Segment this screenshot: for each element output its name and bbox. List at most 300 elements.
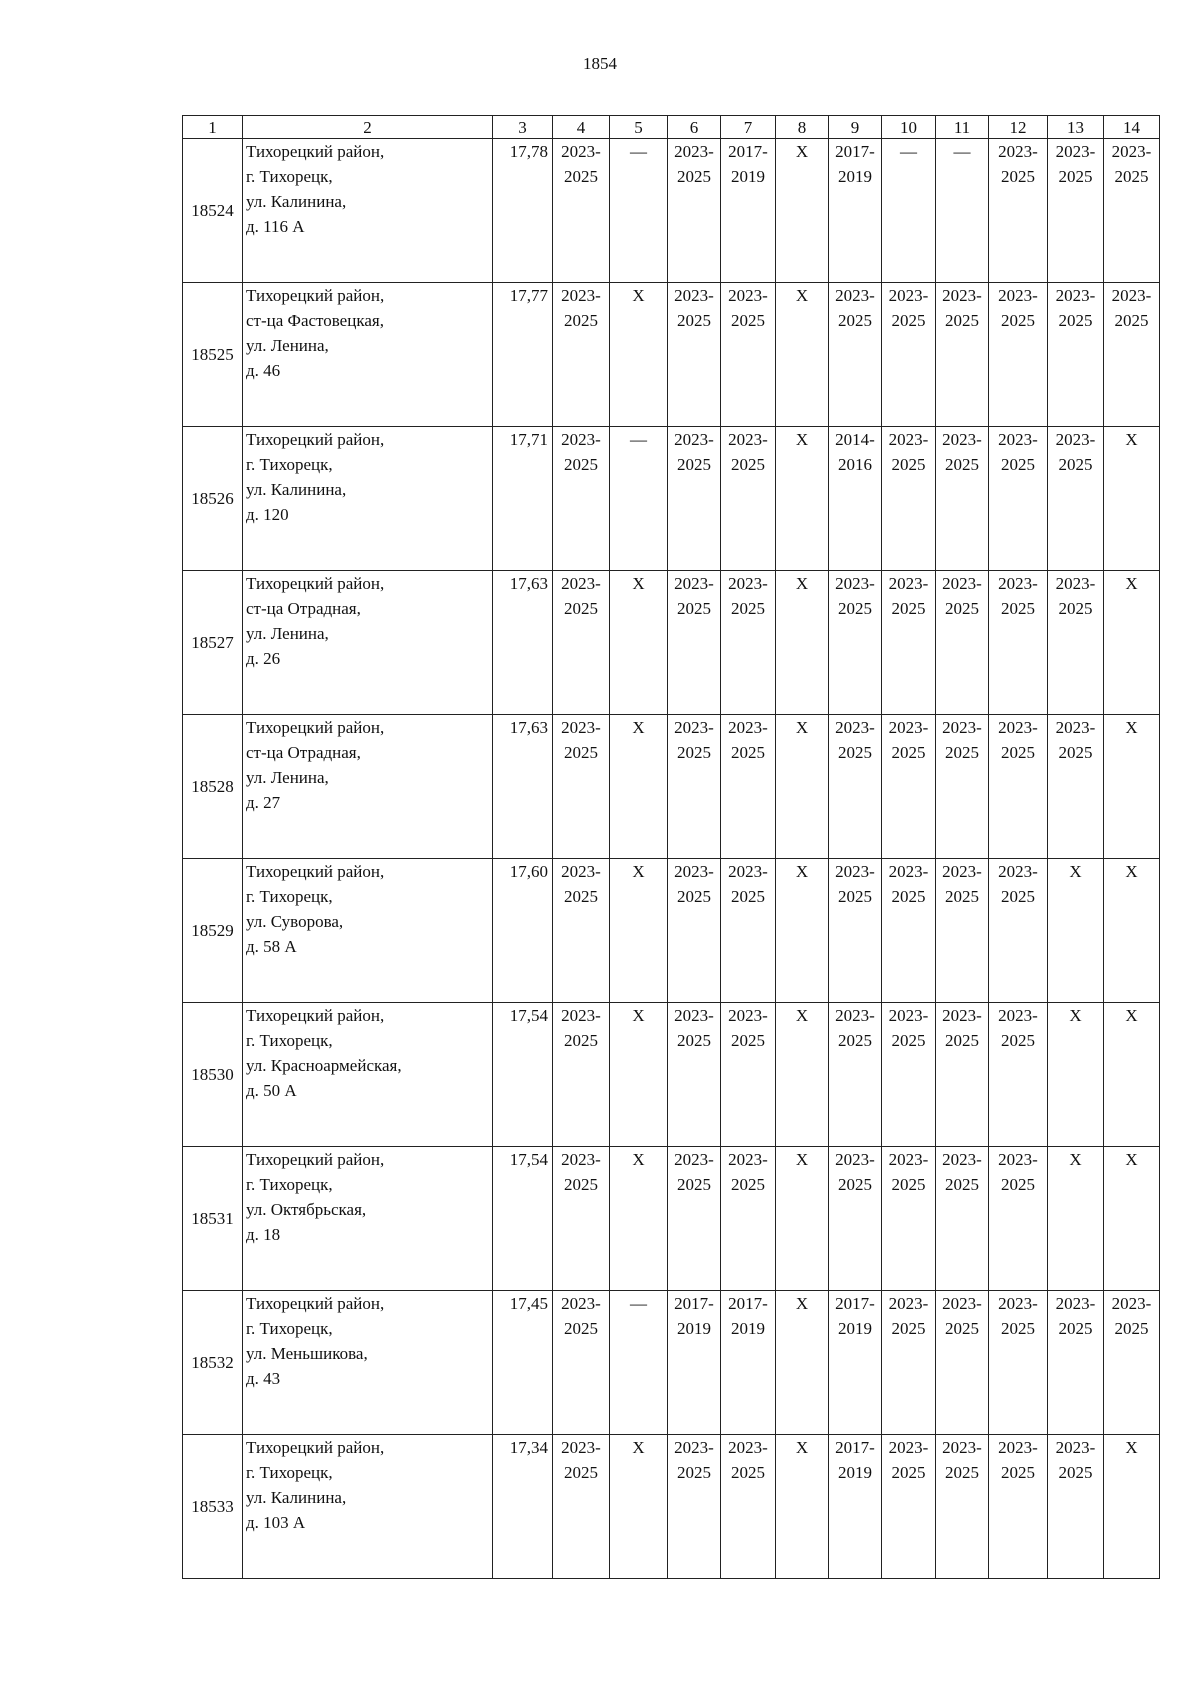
period-text: 2025 [838, 887, 872, 906]
period-text: 2025 [1058, 167, 1093, 186]
period-text: 2023- [1055, 142, 1096, 161]
column-header-2: 2 [243, 116, 493, 139]
period-text: 2025 [945, 1175, 979, 1194]
period-cell-col-8 [776, 1291, 829, 1435]
period-cell-col-13 [1048, 571, 1104, 715]
period-cell-col-4 [553, 1147, 610, 1291]
period-cell-col-10 [882, 1003, 936, 1147]
period-text: 2023- [888, 430, 929, 449]
period-text: 2025 [677, 887, 711, 906]
period-text: 2025 [731, 743, 765, 762]
period-cell-col-6 [668, 139, 721, 283]
period-text: 2023- [561, 1438, 601, 1457]
address-cell [243, 283, 493, 427]
period-text: 2025 [891, 1463, 926, 1482]
period-text: 2023- [888, 286, 929, 305]
address-cell [243, 1147, 493, 1291]
address-cell [243, 139, 493, 283]
period-text: 2017- [835, 142, 875, 161]
period-text: 2023- [835, 1006, 875, 1025]
period-text: — [953, 142, 971, 161]
period-cell-col-9 [829, 1147, 882, 1291]
address-line: Тихорецкий район, [246, 1294, 385, 1313]
period-text: 2025 [1058, 1463, 1093, 1482]
address-line: д. 26 [246, 649, 281, 668]
period-text: 2014- [835, 430, 875, 449]
period-cell-col-9 [829, 1435, 882, 1579]
period-cell-col-10 [882, 715, 936, 859]
column-header-12: 12 [989, 116, 1048, 139]
period-cell-col-11 [936, 1003, 989, 1147]
period-cell-col-9 [829, 139, 882, 283]
period-text: Х [632, 718, 645, 737]
period-text: 2025 [731, 599, 765, 618]
address-line: ул. Ленина, [246, 624, 329, 643]
period-cell-col-6 [668, 859, 721, 1003]
period-cell-col-5 [610, 283, 668, 427]
period-text: 2025 [1058, 1319, 1093, 1338]
address-line: ул. Красноармейская, [246, 1056, 402, 1075]
period-cell-col-11 [936, 859, 989, 1003]
period-text: 2025 [677, 167, 711, 186]
period-cell-col-8 [776, 283, 829, 427]
table-row [183, 1435, 1160, 1579]
address-line: г. Тихорецк, [246, 887, 333, 906]
period-cell-col-11 [936, 715, 989, 859]
row-number: 18529 [183, 859, 243, 1003]
period-text: — [900, 142, 917, 161]
period-text: 2023- [835, 862, 875, 881]
period-cell-col-8 [776, 427, 829, 571]
column-header-1: 1 [183, 116, 243, 139]
period-text: 2023- [728, 1150, 768, 1169]
period-text: 2023- [1055, 1294, 1096, 1313]
table-row [183, 139, 1160, 283]
period-text: 2023- [561, 718, 601, 737]
period-cell-col-4 [553, 1435, 610, 1579]
period-cell-col-8 [776, 1147, 829, 1291]
period-text: 2023- [888, 1150, 929, 1169]
period-cell-col-7 [721, 1435, 776, 1579]
address-line: ул. Суворова, [246, 912, 344, 931]
period-cell-col-11 [936, 1147, 989, 1291]
period-text: 2023- [998, 1438, 1038, 1457]
period-text: 2023- [998, 862, 1038, 881]
period-text: Х [1125, 574, 1138, 593]
address-line: Тихорецкий район, [246, 430, 385, 449]
period-cell-col-8 [776, 571, 829, 715]
period-text: 2023- [728, 286, 768, 305]
period-cell-col-11 [936, 283, 989, 427]
period-text: 2023- [942, 862, 982, 881]
period-cell-col-7 [721, 1147, 776, 1291]
period-text: 2019 [731, 167, 765, 186]
period-text: 2023- [728, 862, 768, 881]
column-header-5: 5 [610, 116, 668, 139]
address-cell [243, 859, 493, 1003]
period-cell-col-9 [829, 427, 882, 571]
period-cell-col-10 [882, 1435, 936, 1579]
period-text: 2025 [891, 599, 926, 618]
address-cell [243, 1435, 493, 1579]
period-text: 2017- [728, 142, 768, 161]
period-text: 2025 [731, 455, 765, 474]
period-text: 2023- [942, 430, 982, 449]
value-cell: 17,60 [493, 859, 553, 1003]
period-text: Х [632, 286, 645, 305]
period-cell-col-11 [936, 1291, 989, 1435]
address-cell [243, 715, 493, 859]
period-cell-col-7 [721, 715, 776, 859]
period-text: 2023- [561, 862, 601, 881]
period-cell-col-13 [1048, 283, 1104, 427]
period-text: 2023- [942, 1294, 982, 1313]
period-text: 2023- [1055, 430, 1096, 449]
period-cell-col-6 [668, 1291, 721, 1435]
address-line: д. 46 [246, 361, 281, 380]
period-text: 2023- [674, 718, 714, 737]
period-text: Х [1125, 1150, 1138, 1169]
period-cell-col-12 [989, 715, 1048, 859]
period-text: 2025 [891, 743, 926, 762]
period-text: Х [795, 1438, 809, 1457]
period-cell-col-13 [1048, 1003, 1104, 1147]
value-cell: 17,54 [493, 1003, 553, 1147]
period-text: 2025 [945, 1319, 979, 1338]
period-text: 2025 [891, 311, 926, 330]
period-text: 2023- [998, 142, 1038, 161]
table-row [183, 859, 1160, 1003]
address-line: г. Тихорецк, [246, 455, 333, 474]
period-text: 2023- [835, 286, 875, 305]
period-text: 2025 [564, 1319, 598, 1338]
period-cell-col-13 [1048, 139, 1104, 283]
period-text: 2023- [998, 574, 1038, 593]
period-text: 2025 [731, 1463, 765, 1482]
period-cell-col-9 [829, 571, 882, 715]
period-text: 2023- [674, 574, 714, 593]
period-text: 2019 [838, 1319, 872, 1338]
period-cell-col-7 [721, 139, 776, 283]
period-cell-col-7 [721, 571, 776, 715]
period-text: 2023- [561, 142, 601, 161]
period-cell-col-5 [610, 859, 668, 1003]
address-line: Тихорецкий район, [246, 1006, 385, 1025]
period-text: 2023- [728, 1006, 768, 1025]
period-cell-col-9 [829, 1291, 882, 1435]
period-text: 2025 [945, 743, 979, 762]
address-line: ст-ца Фастовецкая, [246, 311, 384, 330]
period-text: Х [1069, 1150, 1082, 1169]
period-text: 2017- [674, 1294, 714, 1313]
row-number: 18530 [183, 1003, 243, 1147]
period-text: Х [1125, 430, 1138, 449]
address-line: ул. Меньшикова, [246, 1344, 368, 1363]
period-text: Х [632, 1438, 645, 1457]
period-cell-col-14 [1104, 1003, 1160, 1147]
address-line: г. Тихорецк, [246, 167, 333, 186]
period-text: Х [795, 718, 809, 737]
period-text: 2025 [677, 743, 711, 762]
period-text: 2023- [942, 1438, 982, 1457]
period-cell-col-11 [936, 1435, 989, 1579]
period-text: 2025 [677, 1175, 711, 1194]
period-text: 2019 [731, 1319, 765, 1338]
period-text: 2025 [945, 1031, 979, 1050]
period-text: 2025 [1001, 1319, 1035, 1338]
period-text: 2023- [674, 862, 714, 881]
period-text: Х [632, 1150, 645, 1169]
period-cell-col-14 [1104, 715, 1160, 859]
period-text: 2023- [1111, 286, 1152, 305]
period-cell-col-5 [610, 1435, 668, 1579]
period-text: 2025 [564, 743, 598, 762]
period-text: Х [795, 286, 809, 305]
period-cell-col-8 [776, 715, 829, 859]
period-cell-col-5 [610, 427, 668, 571]
period-text: 2023- [674, 1006, 714, 1025]
address-line: Тихорецкий район, [246, 142, 385, 161]
value-cell: 17,78 [493, 139, 553, 283]
period-text: 2025 [891, 1175, 926, 1194]
period-cell-col-5 [610, 571, 668, 715]
period-text: 2025 [677, 455, 711, 474]
period-text: 2025 [945, 599, 979, 618]
period-text: 2025 [945, 311, 979, 330]
address-line: ст-ца Отрадная, [246, 743, 361, 762]
period-cell-col-12 [989, 1147, 1048, 1291]
address-line: Тихорецкий район, [246, 1150, 385, 1169]
period-text: 2023- [998, 1150, 1038, 1169]
period-text: — [630, 142, 647, 161]
period-text: Х [1069, 1006, 1082, 1025]
register-table [182, 115, 1160, 1579]
period-text: Х [632, 862, 645, 881]
period-cell-col-7 [721, 859, 776, 1003]
column-number-row [183, 116, 1160, 139]
period-text: 2025 [1001, 167, 1035, 186]
period-cell-col-5 [610, 715, 668, 859]
period-text: 2025 [838, 1175, 872, 1194]
period-text: 2025 [564, 311, 598, 330]
period-cell-col-4 [553, 283, 610, 427]
period-text: 2016 [838, 455, 872, 474]
period-text: 2023- [888, 1294, 929, 1313]
row-number: 18528 [183, 715, 243, 859]
period-text: 2025 [945, 887, 979, 906]
period-cell-col-4 [553, 139, 610, 283]
period-text: 2025 [1001, 1031, 1035, 1050]
period-cell-col-13 [1048, 715, 1104, 859]
address-line: ул. Калинина, [246, 192, 347, 211]
address-cell [243, 427, 493, 571]
period-cell-col-14 [1104, 1291, 1160, 1435]
period-cell-col-14 [1104, 139, 1160, 283]
period-text: 2023- [835, 1150, 875, 1169]
period-text: 2023- [1055, 1438, 1096, 1457]
period-cell-col-12 [989, 571, 1048, 715]
period-cell-col-14 [1104, 1147, 1160, 1291]
period-text: 2025 [1058, 743, 1093, 762]
period-cell-col-13 [1048, 1291, 1104, 1435]
row-number: 18527 [183, 571, 243, 715]
table-row [183, 283, 1160, 427]
column-header-13: 13 [1048, 116, 1104, 139]
period-text: 2025 [677, 1463, 711, 1482]
period-cell-col-4 [553, 571, 610, 715]
address-line: д. 103 А [246, 1513, 306, 1532]
period-cell-col-8 [776, 1435, 829, 1579]
address-line: ул. Калинина, [246, 1488, 347, 1507]
period-text: 2023- [942, 574, 982, 593]
period-text: 2025 [731, 1175, 765, 1194]
period-cell-col-4 [553, 715, 610, 859]
address-line: г. Тихорецк, [246, 1031, 333, 1050]
period-text: 2025 [731, 311, 765, 330]
period-cell-col-12 [989, 427, 1048, 571]
period-text: 2023- [888, 1006, 929, 1025]
address-line: г. Тихорецк, [246, 1319, 333, 1338]
row-number: 18525 [183, 283, 243, 427]
period-cell-col-14 [1104, 283, 1160, 427]
period-text: 2025 [731, 887, 765, 906]
period-cell-col-7 [721, 1291, 776, 1435]
period-text: 2025 [564, 167, 598, 186]
address-line: д. 18 [246, 1225, 281, 1244]
period-cell-col-5 [610, 1291, 668, 1435]
period-cell-col-4 [553, 1291, 610, 1435]
period-cell-col-5 [610, 1147, 668, 1291]
period-text: 2023- [674, 1438, 714, 1457]
period-cell-col-9 [829, 715, 882, 859]
period-cell-col-7 [721, 427, 776, 571]
period-cell-col-11 [936, 139, 989, 283]
value-cell: 17,45 [493, 1291, 553, 1435]
value-cell: 17,54 [493, 1147, 553, 1291]
period-cell-col-10 [882, 571, 936, 715]
period-text: 2023- [835, 718, 875, 737]
column-header-14: 14 [1104, 116, 1160, 139]
column-header-4: 4 [553, 116, 610, 139]
period-text: 2025 [1114, 1319, 1149, 1338]
period-text: 2023- [1055, 574, 1096, 593]
period-text: 2023- [561, 1006, 601, 1025]
address-cell [243, 1003, 493, 1147]
period-text: 2025 [1001, 887, 1035, 906]
address-line: Тихорецкий район, [246, 286, 385, 305]
period-cell-col-14 [1104, 571, 1160, 715]
period-cell-col-13 [1048, 427, 1104, 571]
address-line: ст-ца Отрадная, [246, 599, 361, 618]
period-text: 2023- [728, 718, 768, 737]
table-row [183, 1147, 1160, 1291]
period-cell-col-9 [829, 283, 882, 427]
period-cell-col-9 [829, 859, 882, 1003]
period-text: 2023- [728, 1438, 768, 1457]
period-cell-col-14 [1104, 859, 1160, 1003]
period-cell-col-12 [989, 1003, 1048, 1147]
address-line: д. 43 [246, 1369, 281, 1388]
period-text: 2017- [835, 1294, 875, 1313]
address-line: Тихорецкий район, [246, 1438, 385, 1457]
address-line: д. 120 [246, 505, 289, 524]
period-text: 2025 [1114, 167, 1149, 186]
period-cell-col-6 [668, 283, 721, 427]
period-cell-col-5 [610, 139, 668, 283]
period-text: 2023- [561, 286, 601, 305]
row-number: 18524 [183, 139, 243, 283]
period-cell-col-6 [668, 1147, 721, 1291]
period-text: — [630, 430, 647, 449]
address-line: Тихорецкий район, [246, 862, 385, 881]
row-number: 18533 [183, 1435, 243, 1579]
page-number: 1854 [583, 54, 617, 73]
period-cell-col-12 [989, 1291, 1048, 1435]
value-cell: 17,71 [493, 427, 553, 571]
period-text: 2025 [945, 455, 979, 474]
address-line: ул. Октябрьская, [246, 1200, 367, 1219]
period-text: 2025 [564, 455, 598, 474]
period-text: 2023- [674, 430, 714, 449]
table-row [183, 571, 1160, 715]
column-header-11: 11 [936, 116, 989, 139]
period-text: 2023- [1055, 286, 1096, 305]
period-text: 2025 [564, 1463, 598, 1482]
period-text: 2023- [561, 574, 601, 593]
period-cell-col-12 [989, 859, 1048, 1003]
period-text: 2025 [891, 887, 926, 906]
period-text: 2025 [1001, 311, 1035, 330]
period-text: 2019 [838, 1463, 872, 1482]
period-cell-col-8 [776, 1003, 829, 1147]
period-text: 2025 [1058, 311, 1093, 330]
period-text: Х [632, 574, 645, 593]
column-header-7: 7 [721, 116, 776, 139]
period-text: Х [795, 862, 809, 881]
period-text: 2023- [942, 286, 982, 305]
column-header-9: 9 [829, 116, 882, 139]
address-line: д. 116 А [246, 217, 305, 236]
address-line: г. Тихорецк, [246, 1463, 333, 1482]
value-cell: 17,63 [493, 715, 553, 859]
period-text: Х [632, 1006, 645, 1025]
address-line: ул. Ленина, [246, 336, 329, 355]
period-text: 2025 [564, 1031, 598, 1050]
period-cell-col-10 [882, 283, 936, 427]
period-text: 2023- [561, 430, 601, 449]
value-cell: 17,63 [493, 571, 553, 715]
period-cell-col-6 [668, 715, 721, 859]
period-cell-col-13 [1048, 1147, 1104, 1291]
period-text: 2025 [677, 1031, 711, 1050]
period-cell-col-6 [668, 427, 721, 571]
period-text: 2019 [677, 1319, 711, 1338]
period-text: Х [1125, 718, 1138, 737]
period-cell-col-6 [668, 1435, 721, 1579]
row-number: 18526 [183, 427, 243, 571]
period-cell-col-10 [882, 859, 936, 1003]
period-text: 2025 [838, 311, 872, 330]
period-cell-col-8 [776, 859, 829, 1003]
period-text: 2025 [891, 1319, 926, 1338]
period-text: — [630, 1294, 647, 1313]
address-line: ул. Ленина, [246, 768, 329, 787]
period-text: Х [795, 574, 809, 593]
period-text: 2023- [888, 862, 929, 881]
address-line: д. 50 А [246, 1081, 297, 1100]
period-text: 2023- [888, 718, 929, 737]
period-text: 2023- [998, 1006, 1038, 1025]
